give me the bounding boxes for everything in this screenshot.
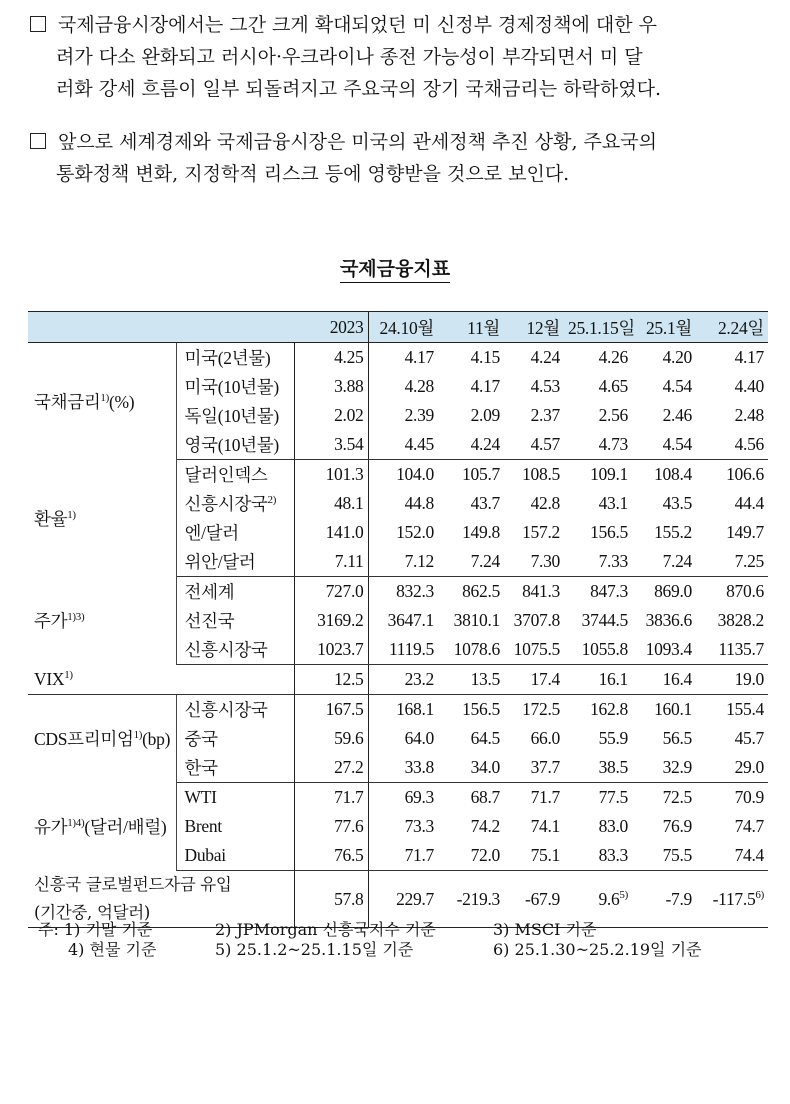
row-label-text: 선진국 — [184, 611, 235, 631]
footnote-marker: 6) — [755, 888, 764, 901]
paragraph-text: 국제금융시장에서는 그간 크게 확대되었던 미 신정부 경제정책에 대한 우 — [58, 14, 657, 36]
footnote: 3) MSCI 기준 — [493, 920, 597, 939]
value-cell: 3647.1 — [387, 610, 434, 630]
value-cell: 1055.8 — [564, 635, 632, 665]
row-group-label — [28, 783, 176, 871]
fund-flow-row — [28, 871, 768, 928]
value-text: -67.9 — [525, 888, 560, 909]
value-text: 57.8 — [334, 888, 364, 909]
row-label — [176, 401, 294, 430]
header-blank — [28, 312, 294, 343]
value-cell: 862.5 — [462, 581, 500, 601]
row-label — [176, 606, 294, 635]
value-cell: 105.7 — [462, 464, 500, 484]
group-label-suffix: (%) — [109, 391, 135, 412]
value-cell: 3828.2 — [717, 610, 764, 630]
footnote: 4) 현물 기준 — [68, 940, 157, 959]
value-cell: 2.39 — [404, 405, 434, 425]
value-cell: 4.40 — [734, 376, 764, 396]
value-cell: 74.1 — [530, 816, 560, 836]
value-cell: 841.3 — [522, 581, 560, 601]
value-cell: 77.6 — [294, 812, 368, 841]
value-cell: 17.4 — [504, 665, 564, 695]
row-label-text: 신흥시장국 — [184, 700, 268, 720]
value-cell: 7.24 — [438, 547, 504, 577]
row-label — [176, 430, 294, 460]
value-cell: 727.0 — [294, 577, 368, 607]
value-cell — [564, 871, 632, 928]
table-row — [28, 343, 768, 373]
value-cell: 1075.5 — [504, 635, 564, 665]
value-cell: 1023.7 — [294, 635, 368, 665]
value-cell: 4.53 — [530, 376, 560, 396]
value-cell: 832.3 — [396, 581, 434, 601]
value-cell — [504, 871, 564, 928]
value-cell — [696, 871, 768, 928]
row-label-text: 중국 — [184, 729, 218, 749]
row-label-text: Dubai — [184, 845, 226, 865]
value-cell: 108.4 — [654, 464, 692, 484]
footnote-marker: 1)3) — [67, 611, 85, 624]
value-cell: 13.5 — [438, 665, 504, 695]
value-cell: 4.26 — [598, 347, 628, 367]
value-cell: 162.8 — [590, 699, 628, 719]
footnote-marker: 1)4) — [67, 817, 85, 830]
paragraph-text: 앞으로 세계경제와 국제금융시장은 미국의 관세정책 추진 상황, 주요국의 — [58, 131, 657, 153]
value-cell: 71.7 — [368, 841, 438, 871]
value-cell: 3707.8 — [513, 610, 560, 630]
value-cell: 4.54 — [632, 430, 696, 460]
column-header: 24.10월 — [368, 312, 438, 343]
value-cell: 172.5 — [522, 699, 560, 719]
value-cell: 2.48 — [734, 405, 764, 425]
row-label — [176, 372, 294, 401]
value-cell: 75.1 — [504, 841, 564, 871]
value-cell: 4.45 — [368, 430, 438, 460]
footnote: 5) 25.1.2~25.1.15일 기준 — [215, 940, 414, 959]
value-cell: 101.3 — [294, 460, 368, 490]
value-cell: 4.17 — [404, 347, 434, 367]
table-row — [28, 665, 768, 695]
row-label-text: WTI — [184, 787, 217, 807]
value-cell: 74.2 — [470, 816, 500, 836]
row-label — [176, 841, 294, 871]
footnote-marker: 2) — [267, 494, 277, 507]
value-cell: 44.8 — [404, 493, 434, 513]
value-cell: 157.2 — [522, 522, 560, 542]
value-cell: 4.73 — [564, 430, 632, 460]
footnote: 2) JPMorgan 신흥국지수 기준 — [215, 920, 436, 939]
table-title-text: 국제금융지표 — [340, 258, 450, 283]
value-cell: 75.5 — [632, 841, 696, 871]
value-cell: 45.7 — [734, 728, 764, 748]
value-cell: 104.0 — [396, 464, 434, 484]
paragraph-text: 러화 강세 흐름이 일부 되돌려지고 주요국의 장기 국채금리는 하락하였다. — [56, 78, 661, 100]
value-cell: 1135.7 — [696, 635, 768, 665]
table-title — [0, 258, 790, 280]
value-cell: 4.28 — [404, 376, 434, 396]
value-cell: 33.8 — [368, 753, 438, 783]
value-cell: 869.0 — [654, 581, 692, 601]
value-cell: 2.02 — [294, 401, 368, 430]
value-cell: 64.0 — [404, 728, 434, 748]
row-label — [176, 547, 294, 577]
value-cell: 3.88 — [294, 372, 368, 401]
value-cell: 106.6 — [726, 464, 764, 484]
value-cell: 64.5 — [470, 728, 500, 748]
value-cell — [368, 871, 438, 928]
row-label-text: 엔/달러 — [184, 523, 239, 543]
group-label-suffix: (달러/배럴) — [84, 817, 167, 837]
value-cell: 152.0 — [396, 522, 434, 542]
value-cell: 68.7 — [470, 787, 500, 807]
value-cell: 4.17 — [734, 347, 764, 367]
table-row — [28, 783, 768, 813]
value-cell: 4.56 — [696, 430, 768, 460]
value-cell: 12.5 — [294, 665, 368, 695]
row-label — [176, 724, 294, 753]
value-cell: 4.24 — [530, 347, 560, 367]
value-cell: 27.2 — [294, 753, 368, 783]
financial-indicators-table — [28, 311, 768, 928]
table-row — [28, 460, 768, 490]
value-cell: 32.9 — [632, 753, 696, 783]
value-cell: 83.0 — [598, 816, 628, 836]
footnote-marker: 1) — [133, 729, 143, 742]
value-cell: 4.65 — [598, 376, 628, 396]
row-label — [176, 343, 294, 373]
value-cell: 37.7 — [504, 753, 564, 783]
value-cell: 3836.6 — [645, 610, 692, 630]
value-cell: 70.9 — [734, 787, 764, 807]
row-label-text: 미국(2년물) — [184, 348, 271, 368]
value-cell: 56.5 — [662, 728, 692, 748]
value-cell: 2.09 — [470, 405, 500, 425]
value-cell: 71.7 — [294, 783, 368, 813]
value-cell: 71.7 — [530, 787, 560, 807]
column-header: 25.1.15일 — [564, 312, 632, 343]
paragraph-text: 통화정책 변화, 지정학적 리스크 등에 영향받을 것으로 보인다. — [56, 163, 570, 185]
row-label — [176, 577, 294, 607]
footnote: 주: 1) 기말 기준 — [38, 920, 153, 939]
value-cell: 4.57 — [504, 430, 564, 460]
value-cell: 1093.4 — [632, 635, 696, 665]
value-cell: 59.6 — [294, 724, 368, 753]
value-cell: 4.17 — [470, 376, 500, 396]
value-cell: 1119.5 — [368, 635, 438, 665]
row-group-label — [28, 665, 294, 695]
group-label-text: 환율 — [34, 508, 68, 529]
value-cell: 7.12 — [368, 547, 438, 577]
group-label-text: VIX — [34, 669, 65, 689]
row-label — [176, 635, 294, 665]
value-cell: 66.0 — [530, 728, 560, 748]
footnotes — [38, 920, 778, 960]
value-cell: 72.0 — [438, 841, 504, 871]
value-cell: 4.15 — [470, 347, 500, 367]
value-cell: 7.24 — [632, 547, 696, 577]
footnote-marker: 5) — [619, 888, 628, 901]
value-cell: 149.7 — [726, 522, 764, 542]
value-cell: 43.1 — [598, 493, 628, 513]
value-cell: 2.37 — [530, 405, 560, 425]
value-cell: 4.20 — [662, 347, 692, 367]
row-label-text: 영국(10년물) — [184, 435, 279, 455]
paragraph-2-line — [56, 163, 569, 185]
value-cell: 109.1 — [590, 464, 628, 484]
column-header: 12월 — [504, 312, 564, 343]
value-cell: 2.56 — [598, 405, 628, 425]
value-cell: 4.25 — [294, 343, 368, 373]
row-label — [176, 489, 294, 518]
paragraph-text: 려가 다소 완화되고 러시아·우크라이나 종전 가능성이 부각되면서 미 달 — [56, 46, 643, 68]
row-label — [176, 518, 294, 547]
value-cell: 155.2 — [654, 522, 692, 542]
value-cell: 3.54 — [294, 430, 368, 460]
row-label — [176, 460, 294, 490]
value-cell — [438, 871, 504, 928]
row-group-label — [28, 460, 176, 577]
row-group-label — [28, 577, 176, 665]
value-cell: 34.0 — [438, 753, 504, 783]
row-label-text: 한국 — [184, 758, 218, 778]
value-cell: 7.11 — [294, 547, 368, 577]
value-cell: 149.8 — [462, 522, 500, 542]
value-cell: 19.0 — [696, 665, 768, 695]
column-header: 2023 — [294, 312, 368, 343]
group-label-text: 주가 — [34, 611, 68, 631]
value-cell — [632, 871, 696, 928]
value-cell: 7.25 — [696, 547, 768, 577]
fund-flow-label-line: 신흥국 글로벌펀드자금 유입 — [34, 875, 232, 894]
value-cell: 7.33 — [564, 547, 632, 577]
value-text: -7.9 — [665, 888, 692, 909]
value-cell: 4.24 — [438, 430, 504, 460]
value-cell: 29.0 — [696, 753, 768, 783]
value-cell: 74.4 — [696, 841, 768, 871]
value-text: -219.3 — [456, 888, 500, 909]
fund-flow-label-line: (기간중, 억달러) — [34, 903, 150, 922]
checkbox-square-icon — [30, 16, 46, 32]
paragraph-1-line — [56, 78, 661, 100]
value-cell: 3169.2 — [294, 606, 368, 635]
paragraph-2-line — [30, 131, 657, 153]
footnote-row — [38, 920, 778, 940]
value-cell: 870.6 — [726, 581, 764, 601]
value-cell: 42.8 — [530, 493, 560, 513]
row-group-label — [28, 695, 176, 783]
row-label — [176, 783, 294, 813]
row-label-text: 신흥시장국 — [184, 494, 268, 514]
value-cell: 167.5 — [294, 695, 368, 725]
value-text: 229.7 — [396, 888, 434, 909]
table-row — [28, 577, 768, 607]
value-cell: 55.9 — [598, 728, 628, 748]
footnote-marker: 1) — [67, 508, 76, 521]
fund-flow-label — [28, 871, 294, 928]
value-cell: 16.1 — [564, 665, 632, 695]
group-label-suffix: (bp) — [142, 729, 171, 750]
value-cell: 23.2 — [368, 665, 438, 695]
footnote-marker: 1) — [64, 669, 73, 682]
value-text: -117.5 — [712, 888, 756, 909]
value-cell: 83.3 — [564, 841, 632, 871]
row-label — [176, 812, 294, 841]
value-cell: 38.5 — [564, 753, 632, 783]
table-header-row — [28, 312, 768, 343]
value-cell: 108.5 — [522, 464, 560, 484]
paragraph-1-line — [30, 14, 657, 36]
footnote-marker: 1) — [100, 391, 109, 404]
row-label-text: 위안/달러 — [184, 552, 256, 572]
value-cell: 156.5 — [462, 699, 500, 719]
row-label — [176, 753, 294, 783]
value-cell: 1078.6 — [438, 635, 504, 665]
row-label-text: Brent — [184, 816, 222, 836]
value-cell: 16.4 — [632, 665, 696, 695]
group-label-text: 국채금리 — [34, 391, 101, 412]
value-cell: 43.7 — [470, 493, 500, 513]
checkbox-square-icon — [30, 133, 46, 149]
value-cell: 155.4 — [726, 699, 764, 719]
value-cell: 76.9 — [662, 816, 692, 836]
value-cell: 43.5 — [662, 493, 692, 513]
group-label-text: 유가 — [34, 817, 68, 837]
column-header: 25.1월 — [632, 312, 696, 343]
row-label-text: 신흥시장국 — [184, 640, 268, 660]
value-cell: 73.3 — [404, 816, 434, 836]
value-cell — [294, 871, 368, 928]
value-cell: 847.3 — [590, 581, 628, 601]
column-header: 11월 — [438, 312, 504, 343]
value-cell: 160.1 — [654, 699, 692, 719]
value-cell: 76.5 — [294, 841, 368, 871]
value-cell: 72.5 — [662, 787, 692, 807]
value-cell: 74.7 — [734, 816, 764, 836]
row-label-text: 독일(10년물) — [184, 406, 279, 426]
value-cell: 141.0 — [294, 518, 368, 547]
row-label — [176, 695, 294, 725]
value-cell: 156.5 — [590, 522, 628, 542]
value-cell: 3744.5 — [581, 610, 628, 630]
row-group-label — [28, 343, 176, 460]
value-cell: 48.1 — [294, 489, 368, 518]
value-cell: 168.1 — [396, 699, 434, 719]
row-label-text: 전세계 — [184, 582, 235, 602]
value-cell: 7.30 — [504, 547, 564, 577]
group-label-text: CDS프리미엄 — [34, 729, 134, 750]
column-header: 2.24일 — [696, 312, 768, 343]
value-cell: 3810.1 — [453, 610, 500, 630]
table-row — [28, 695, 768, 725]
row-label-text: 미국(10년물) — [184, 377, 279, 397]
footnote: 6) 25.1.30~25.2.19일 기준 — [493, 940, 702, 959]
row-label-text: 달러인덱스 — [184, 465, 268, 485]
value-cell: 44.4 — [734, 493, 764, 513]
value-cell: 69.3 — [404, 787, 434, 807]
value-text: 9.6 — [598, 888, 620, 909]
value-cell: 77.5 — [598, 787, 628, 807]
paragraph-1-line — [56, 46, 643, 68]
footnote-row — [38, 940, 778, 960]
value-cell: 4.54 — [662, 376, 692, 396]
value-cell: 2.46 — [662, 405, 692, 425]
